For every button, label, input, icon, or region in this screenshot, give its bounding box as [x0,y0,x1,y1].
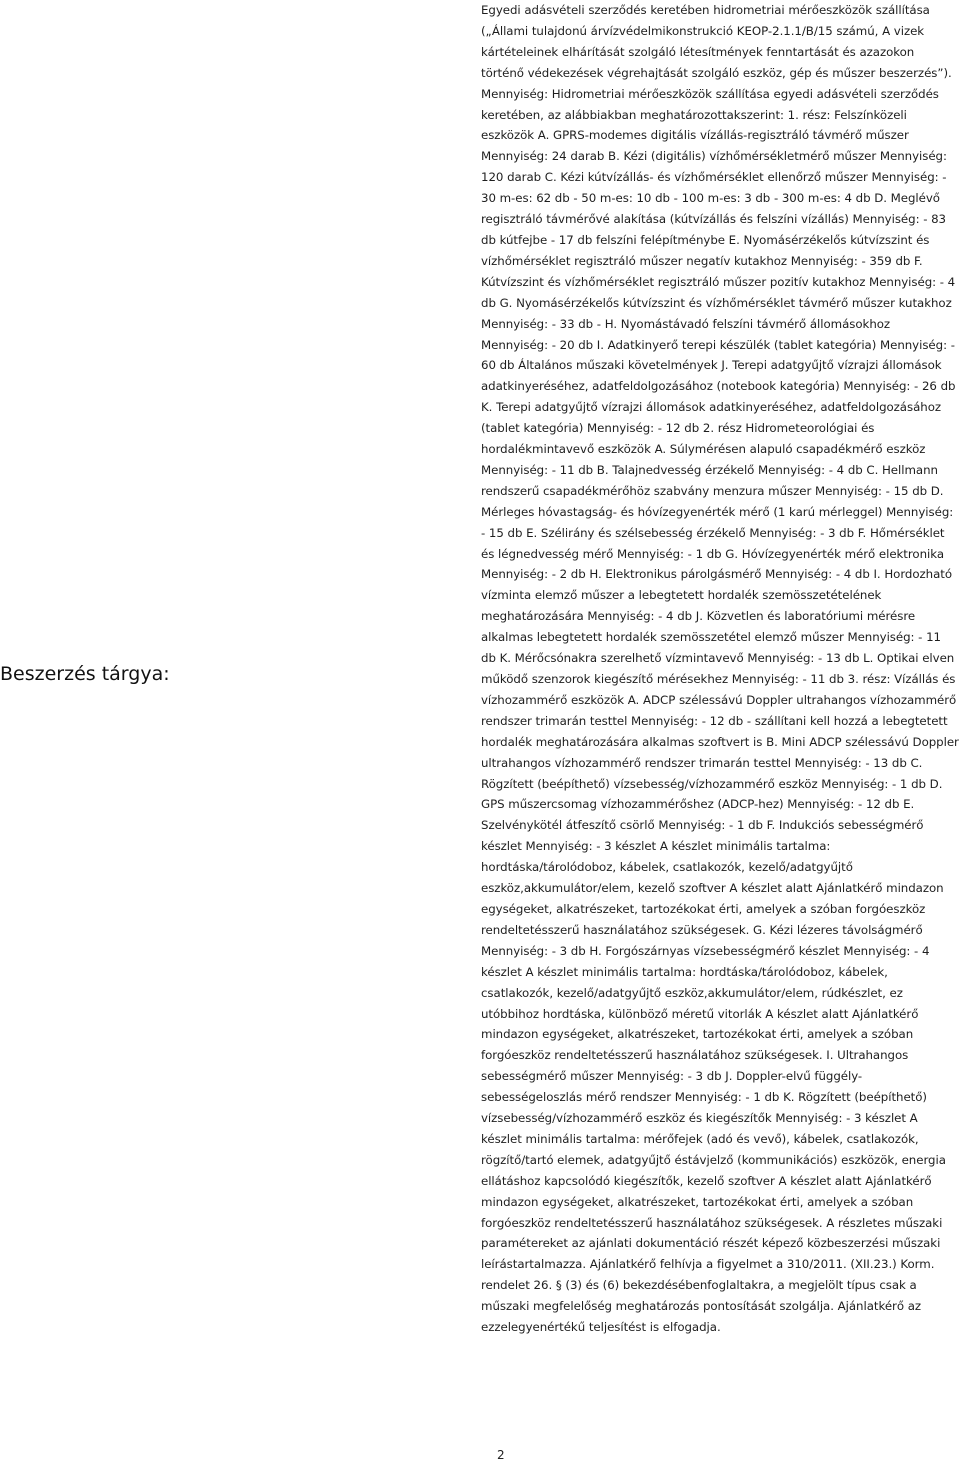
field-value-beszerzes-targya: Egyedi adásvételi szerződés keretében hidrometriai mérőeszközök szállítása („Állami tulajdonú árvízvédelmikonstrukció KEOP-2.1.1/B/15 számú, A vizek kártételeinek elhárítását szolgáló létesítmények fenntartását és azazokon történő védekezések végrehajtását szolgáló eszköz, gép és műszer beszerzés”). Mennyiség: Hidrometriai mérőeszközök szállítása egyedi adásvételi szerződés keretében, az alábbiakban meghatározottakszerint: 1. rész: Felszínközeli eszközök A. GPRS-modemes digitális vízállás-regisztráló távmérő műszer Mennyiség: 24 darab B. Kézi (digitális) vízhőmérsékletmérő műszer Mennyiség: 120 darab C. Kézi kútvízállás- és vízhőmérséklet ellenőrző műszer Mennyiség: - 30 m-es: 62 db - 50 m-es: 10 db - 100 m-es: 3 db - 300 m-es: 4 db D. Meglévő regisztráló távmérővé alakítása (kútvízállás és felszíni vízállás) Mennyiség: - 83 db kútfejbe - 17 db felszíni felépítménybe E. Nyomásérzékelős kútvízszint és vízhőmérséklet regisztráló műszer negatív kutakhoz Mennyiség: - 359 db F. Kútvízszint és vízhőmérséklet regisztráló műszer pozitív kutakhoz Mennyiség: - 4 db G. Nyomásérzékelős kútvízszint és vízhőmérséklet távmérő műszer kutakhoz Mennyiség: - 33 db - H. Nyomástávadó felszíni távmérő állomásokhoz Mennyiség: - 20 db I. Adatkinyerő terepi készülék (tablet kategória) Mennyiség: - 60 db Általános műszaki követelmények J. Terepi adatgyűjtő vízrajzi állomások adatkinyeréséhez, adatfeldolgozásához (notebook kategória) Mennyiség: - 26 db K. Terepi adatgyűjtő vízrajzi állomások adatkinyeréséhez, adatfeldolgozásához (tablet kategória) Mennyiség: - 12 db 2. rész Hidrometeorológiai és hordalékmintavevő eszközök A. Súlymérésen alapuló csapadékmérő eszköz Mennyiség: - 11 db B. Talajnedvesség érzékelő Mennyiség: - 4 db C. Hellmann rendszerű csapadékmérőhöz szabvány menzura műszer Mennyiség: - 15 db D. Mérleges hóvastagság- és hóvízegyenérték mérő (1 karú mérleggel) Mennyiség: - 15 db E. Szélirány és szélsebesség érzékelő Mennyiség: - 3 db F. Hőmérséklet és légnedvesség mérő Mennyiség: - 1 db G. Hóvízegyenérték mérő elektronika Mennyiség: - 2 db H. Elektronikus párolgásmérő Mennyiség: - 4 db I. Hordozható vízminta elemző műszer a lebegtetett hordalék szemösszetételének meghatározására Mennyiség: - 4 db J. Közvetlen és laboratóriumi mérésre alkalmas lebegtetett hordalék szemösszetétel elemző műszer Mennyiség: - 11 db K. Mérőcsónakra szerelhető vízmintavevő Mennyiség: - 13 db L. Optikai elven működő szenzorok kiegészítő mérésekhez Mennyiség: - 11 db 3. rész: Vízállás és vízhozammérő eszközök A. ADCP szélessávú Doppler ultrahangos vízhozammérő rendszer trimarán testtel Mennyiség: - 12 db - szállítani kell hozzá a lebegtetett hordalék meghatározására alkalmas szoftvert is B. Mini ADCP szélessávú Doppler ultrahangos vízhozammérő rendszer trimarán testtel Mennyiség: - 13 db C. Rögzített (beépíthető) vízsebesség/vízhozammérő eszköz Mennyiség: - 1 db D. GPS műszercsomag vízhozammérőshez (ADCP-hez) Mennyiség: - 12 db E. Szelvénykötél átfeszítő csörlő Mennyiség: - 1 db F. Indukciós sebességmérő készlet Mennyiség: - 3 készlet A készlet minimális tartalma: hordtáska/tárolódoboz, kábelek, csatlakozók, kezelő/adatgyűjtő eszköz,akkumulátor/elem, kezelő szoftver A készlet alatt Ajánlatkérő mindazon egységeket, alkatrészeket, tartozékokat érti, amelyek a szóban forgóeszköz rendeltetésszerű használatához szükségesek. G. Kézi lézeres távolságmérő Mennyiség: - 3 db H. Forgószárnyas vízsebességmérő készlet Mennyiség: - 4 készlet A készlet minimális tartalma: hordtáska/tárolódoboz, kábelek, csatlakozók, kezelő/adatgyűjtő eszköz,akkumulátor/elem, rúdkészlet, ez utóbbihoz hordtáska, különböző méretű vitorlák A készlet alatt Ajánlatkérő mindazon egységeket, alkatrészeket, tartozékokat érti, amelyek a szóban forgóeszköz rendeltetésszerű használatához szükségesek. I. Ultrahangos sebességmérő műszer Mennyiség: - 3 db J. Doppler-elvű függély-sebességeloszlás mérő rendszer Mennyiség: - 1 db K. Rögzített (beépíthető) vízsebesség/vízhozammérő eszköz és kiegészítők Mennyiség: - 3 készlet A készlet minimális tartalma: mérőfejek (adó és vevő), kábelek, csatlakozók, rögzítő/tartó elemek, adatgyűjtő éstávjelző (kommunikációs) eszközök, energia ellátáshoz kapcsolódó kiegészítők, kezelő szoftver A készlet alatt Ajánlatkérő mindazon egységeket, alkatrészeket, tartozékokat érti, amelyek a szóban forgóeszköz rendeltetésszerű használatához szükségesek. A részletes műszaki paramétereket az ajánlati dokumentáció részét képező közbeszerzési műszaki leírástartalmazza. Ajánlatkérő felhívja a figyelmet a 310/2011. (XII.23.) Korm. rendelet 26. § (3) és (6) bekezdésébenfoglaltakra, a megjelölt típus csak a műszaki megfelelőség meghatározás pontosítását szolgálja. Ajánlatkérő az ezzelegyenértékű teljesítést is elfogadja. [481,3,959,1335]
page-number: 2 [497,1448,505,1462]
field-label-beszerzes-targya: Beszerzés tárgya: [0,663,170,685]
